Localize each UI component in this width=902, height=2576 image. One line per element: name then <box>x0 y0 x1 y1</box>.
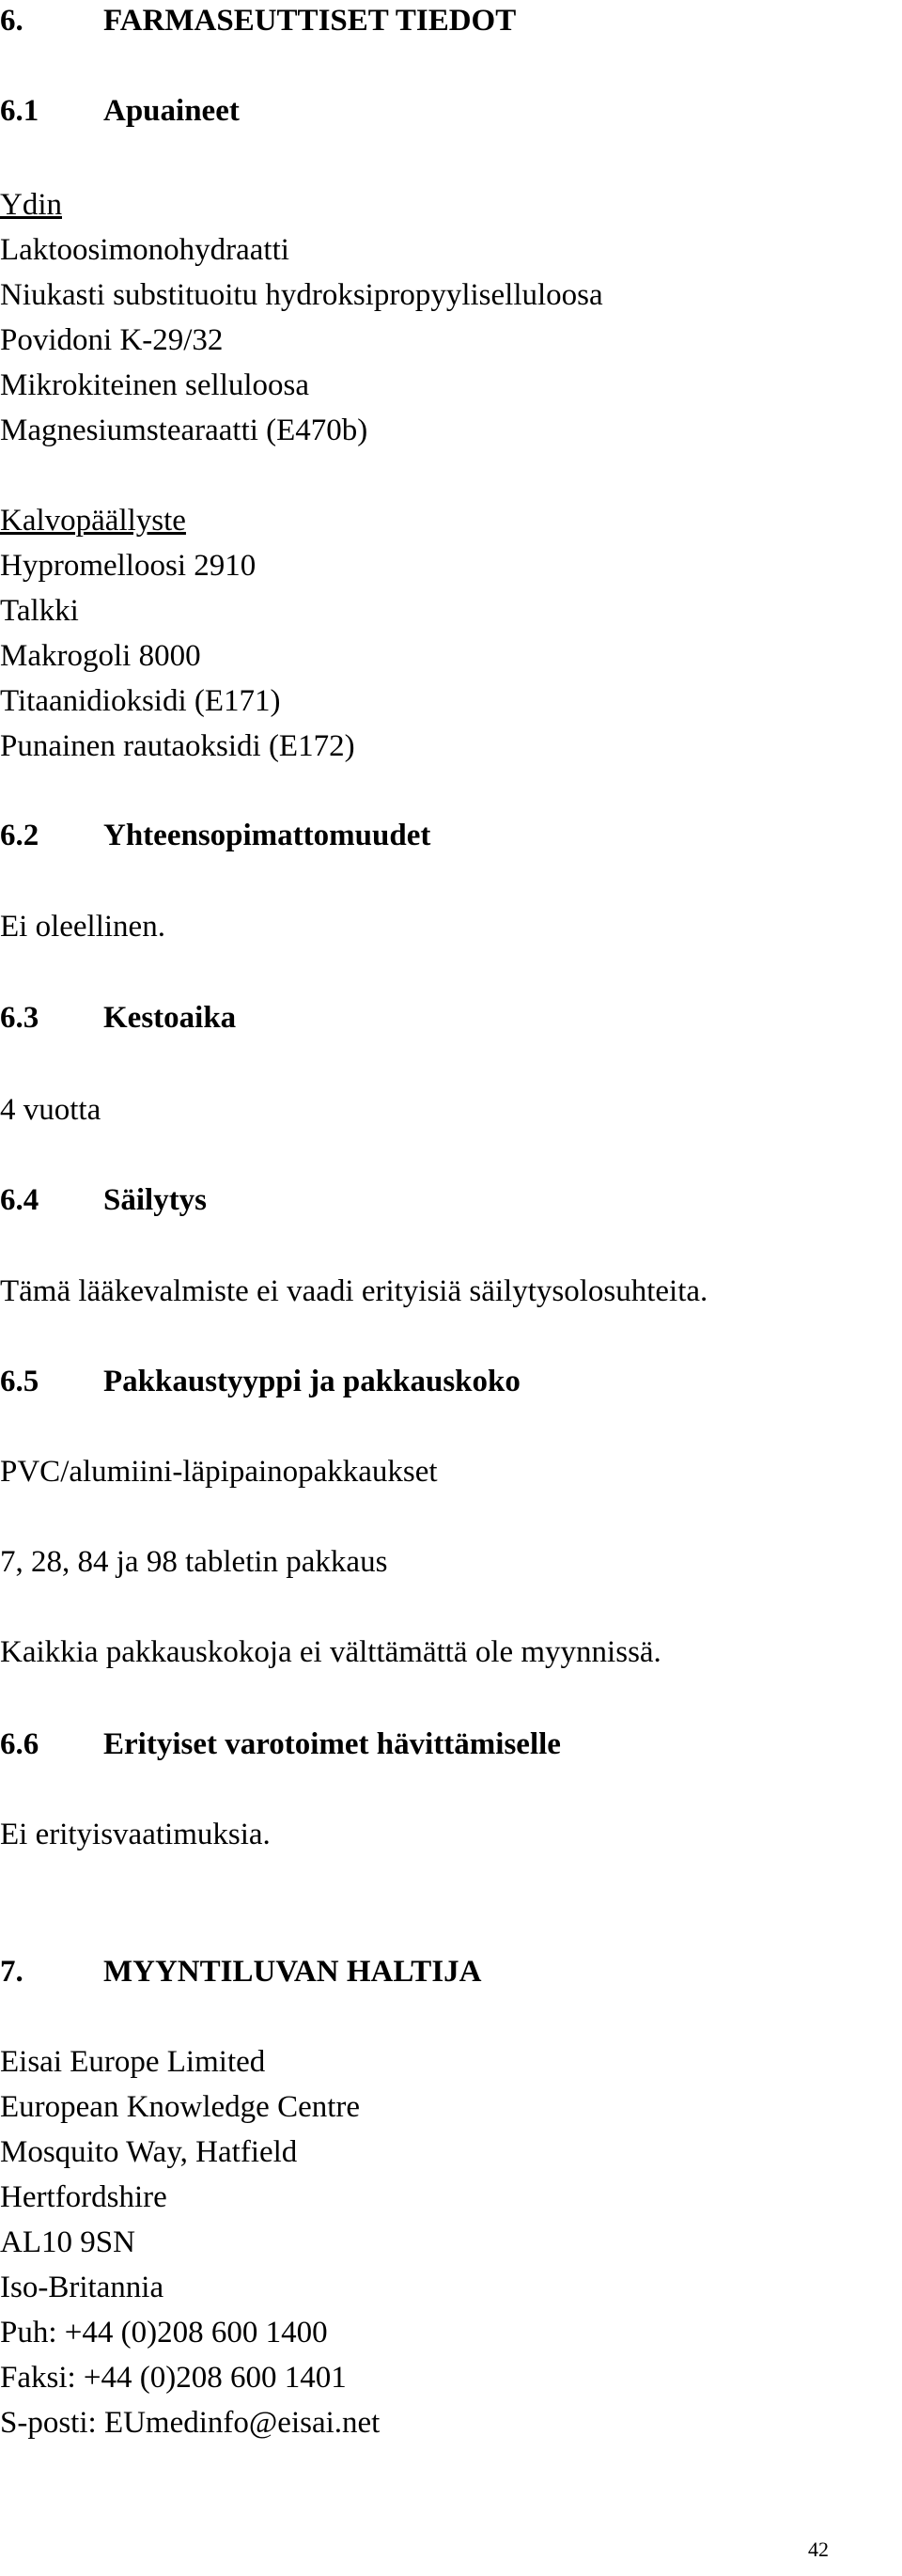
section-6-5-text-packaging: PVC/alumiini-läpipainopakkaukset <box>0 1455 438 1489</box>
list-item: Talkki <box>0 594 79 628</box>
section-number: 6.2 <box>0 819 39 852</box>
list-item: Laktoosimonohydraatti <box>0 233 289 267</box>
section-6-1-heading <box>0 92 240 130</box>
section-6-3-text: 4 vuotta <box>0 1093 101 1127</box>
section-number: 6.5 <box>0 1365 39 1398</box>
list-item: Magnesiumstearaatti (E470b) <box>0 414 368 447</box>
list-item: Povidoni K-29/32 <box>0 323 224 357</box>
address-line: Hertfordshire <box>0 2180 167 2214</box>
section-title: Erityiset varotoimet hävittämiselle <box>103 1727 561 1761</box>
section-6-2-text: Ei oleellinen. <box>0 910 165 944</box>
address-line: Eisai Europe Limited <box>0 2045 266 2079</box>
list-item: Niukasti substituoitu hydroksipropyyliselluloosa <box>0 278 603 312</box>
list-item: Hypromelloosi 2910 <box>0 549 257 583</box>
address-line: European Knowledge Centre <box>0 2090 361 2124</box>
section-6-5-text-sizes: 7, 28, 84 ja 98 tabletin pakkaus <box>0 1545 388 1579</box>
section-6-6-text: Ei erityisvaatimuksia. <box>0 1818 271 1851</box>
section-title: FARMASEUTTISET TIEDOT <box>103 4 517 38</box>
section-6-2-heading <box>0 817 430 854</box>
section-7-heading <box>0 1953 482 1991</box>
section-title: Apuaineet <box>103 94 240 128</box>
list-item: Mikrokiteinen selluloosa <box>0 368 310 402</box>
section-6-5-heading <box>0 1363 521 1400</box>
core-subheading: Ydin <box>0 188 62 222</box>
page-number: 42 <box>808 2537 829 2561</box>
section-title: MYYNTILUVAN HALTIJA <box>103 1955 482 1989</box>
section-6-5-text-availability: Kaikkia pakkauskokoja ei välttämättä ole myynnissä. <box>0 1635 661 1669</box>
section-number: 6.3 <box>0 1001 39 1035</box>
section-6-6-heading <box>0 1725 561 1763</box>
section-title: Säilytys <box>103 1183 208 1217</box>
address-line: Iso-Britannia <box>0 2271 164 2304</box>
section-number: 6.4 <box>0 1183 39 1217</box>
section-number: 6.1 <box>0 94 39 128</box>
list-item: Punainen rautaoksidi (E172) <box>0 729 355 763</box>
coating-subheading: Kalvopäällyste <box>0 504 186 538</box>
section-title: Kestoaika <box>103 1001 237 1035</box>
section-6-3-heading <box>0 999 236 1037</box>
section-number: 7. <box>0 1955 23 1989</box>
core-excipients-list <box>0 182 603 453</box>
section-title: Yhteensopimattomuudet <box>103 819 431 852</box>
section-title: Pakkaustyyppi ja pakkauskoko <box>103 1365 521 1398</box>
section-6-4-heading <box>0 1181 207 1219</box>
address-line: S-posti: EUmedinfo@eisai.net <box>0 2406 381 2440</box>
list-item: Titaanidioksidi (E171) <box>0 684 281 718</box>
address-line: Faksi: +44 (0)208 600 1401 <box>0 2361 347 2395</box>
section-number: 6. <box>0 4 23 38</box>
coating-excipients-list <box>0 498 355 769</box>
section-number: 6.6 <box>0 1727 39 1761</box>
address-line: Puh: +44 (0)208 600 1400 <box>0 2316 328 2350</box>
address-line: AL10 9SN <box>0 2225 135 2259</box>
list-item: Makrogoli 8000 <box>0 639 201 673</box>
marketing-authorisation-holder-address <box>0 2039 380 2445</box>
address-line: Mosquito Way, Hatfield <box>0 2135 298 2169</box>
section-6-4-text: Tämä lääkevalmiste ei vaadi erityisiä säilytysolosuhteita. <box>0 1274 708 1308</box>
section-6-heading <box>0 2 516 39</box>
